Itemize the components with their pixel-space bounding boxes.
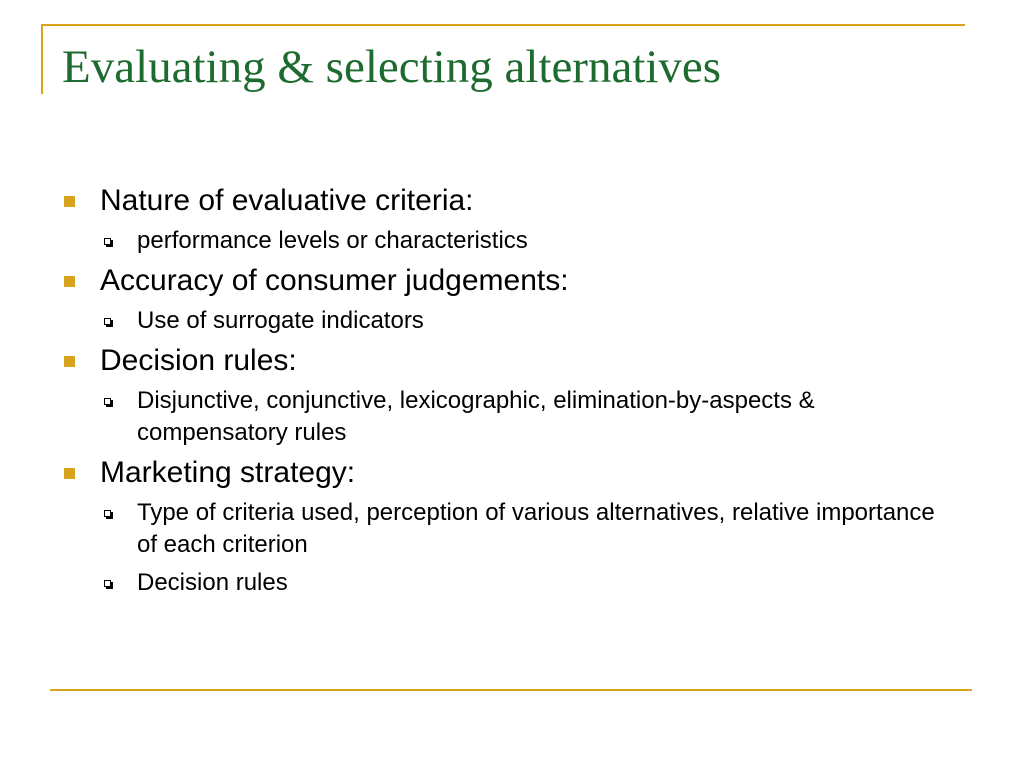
sub-bullet-text: Decision rules bbox=[137, 569, 288, 596]
hollow-square-bullet-icon bbox=[104, 318, 111, 325]
sub-bullet-item bbox=[62, 305, 942, 337]
left-rule bbox=[41, 24, 43, 94]
filled-square-bullet-icon bbox=[64, 276, 75, 287]
sub-bullet-text: Use of surrogate indicators bbox=[137, 307, 424, 334]
sub-bullet-item bbox=[62, 567, 942, 599]
top-rule bbox=[41, 24, 965, 26]
hollow-square-bullet-icon bbox=[104, 510, 111, 517]
bullet-item bbox=[62, 183, 942, 219]
bullet-text: Nature of evaluative criteria: bbox=[100, 184, 474, 217]
sub-bullet-text: Type of criteria used, perception of various alternatives, relative importance of each criterion bbox=[137, 499, 935, 558]
bullet-text: Decision rules: bbox=[100, 344, 297, 377]
hollow-square-bullet-icon bbox=[104, 398, 111, 405]
sub-bullet-text: performance levels or characteristics bbox=[137, 227, 528, 254]
bullet-list bbox=[62, 183, 942, 605]
hollow-square-bullet-icon bbox=[104, 238, 111, 245]
bullet-text: Marketing strategy: bbox=[100, 456, 356, 489]
hollow-square-bullet-icon bbox=[104, 580, 111, 587]
slide-title: Evaluating & selecting alternatives bbox=[62, 41, 722, 93]
bullet-item bbox=[62, 455, 942, 491]
sub-bullet-item bbox=[62, 497, 942, 561]
filled-square-bullet-icon bbox=[64, 196, 75, 207]
filled-square-bullet-icon bbox=[64, 468, 75, 479]
bottom-rule bbox=[50, 689, 972, 691]
sub-bullet-item bbox=[62, 225, 942, 257]
bullet-text: Accuracy of consumer judgements: bbox=[100, 264, 569, 297]
filled-square-bullet-icon bbox=[64, 356, 75, 367]
bullet-item bbox=[62, 343, 942, 379]
sub-bullet-item bbox=[62, 385, 942, 449]
sub-bullet-text: Disjunctive, conjunctive, lexicographic, elimination-by-aspects & compensatory rules bbox=[137, 387, 815, 446]
bullet-item bbox=[62, 263, 942, 299]
